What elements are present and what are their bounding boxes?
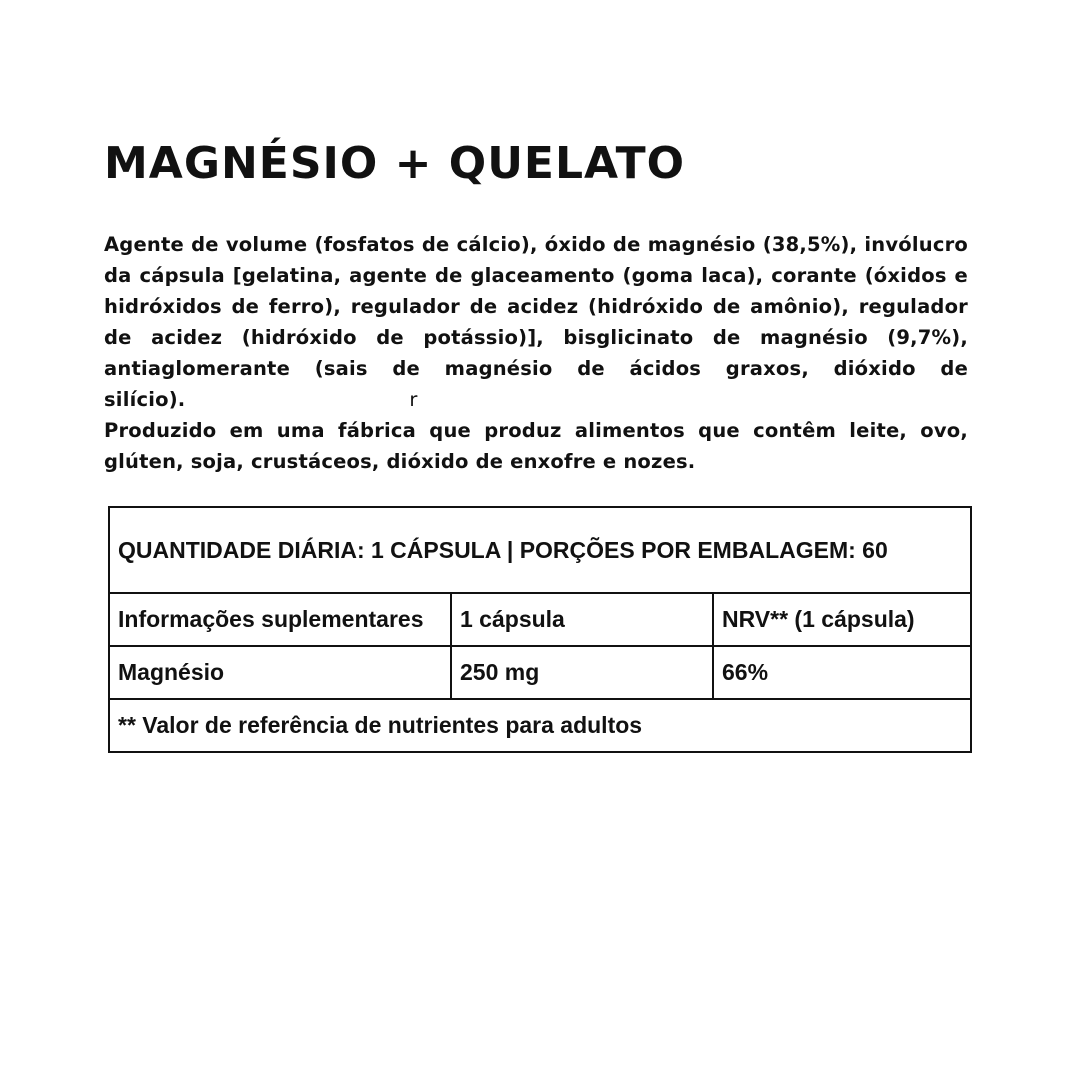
table-footnote: ** Valor de referência de nutrientes para adultos <box>109 699 971 752</box>
nutrient-nrv: 66% <box>713 646 971 699</box>
nutrient-name: Magnésio <box>109 646 451 699</box>
nutrition-table <box>108 506 972 753</box>
table-header-row <box>109 507 971 593</box>
ingredients-text: Agente de volume (fosfatos de cálcio), óxido de magnésio (38,5%), invólucro da cápsula [gelatina, agente de glaceamento (goma laca), corante (óxidos e hidróxidos de ferro), regulador de acidez (hidróxido de amônio), regulador de acidez (hidróxido de potássio)], bisglicinato de magnésio (9,7%), antiaglomerante (sais de magnésio de ácidos graxos, dióxido de silício). <box>104 233 968 411</box>
ingredients-block <box>104 229 968 477</box>
nutrient-amount: 250 mg <box>451 646 713 699</box>
column-header-info: Informações suplementares <box>109 593 451 646</box>
table-row <box>109 646 971 699</box>
column-header-nrv: NRV** (1 cápsula) <box>713 593 971 646</box>
table-column-header-row <box>109 593 971 646</box>
ingredients-composition <box>104 229 968 415</box>
stray-character: r <box>409 388 418 411</box>
allergen-notice: Produzido em uma fábrica que produz alimentos que contêm leite, ovo, glúten, soja, crustáceos, dióxido de enxofre e nozes. <box>104 419 968 473</box>
serving-info: QUANTIDADE DIÁRIA: 1 CÁPSULA | PORÇÕES POR EMBALAGEM: 60 <box>109 507 971 593</box>
table-footnote-row <box>109 699 971 752</box>
product-title: MAGNÉSIO + QUELATO <box>104 138 686 189</box>
column-header-per-capsule: 1 cápsula <box>451 593 713 646</box>
